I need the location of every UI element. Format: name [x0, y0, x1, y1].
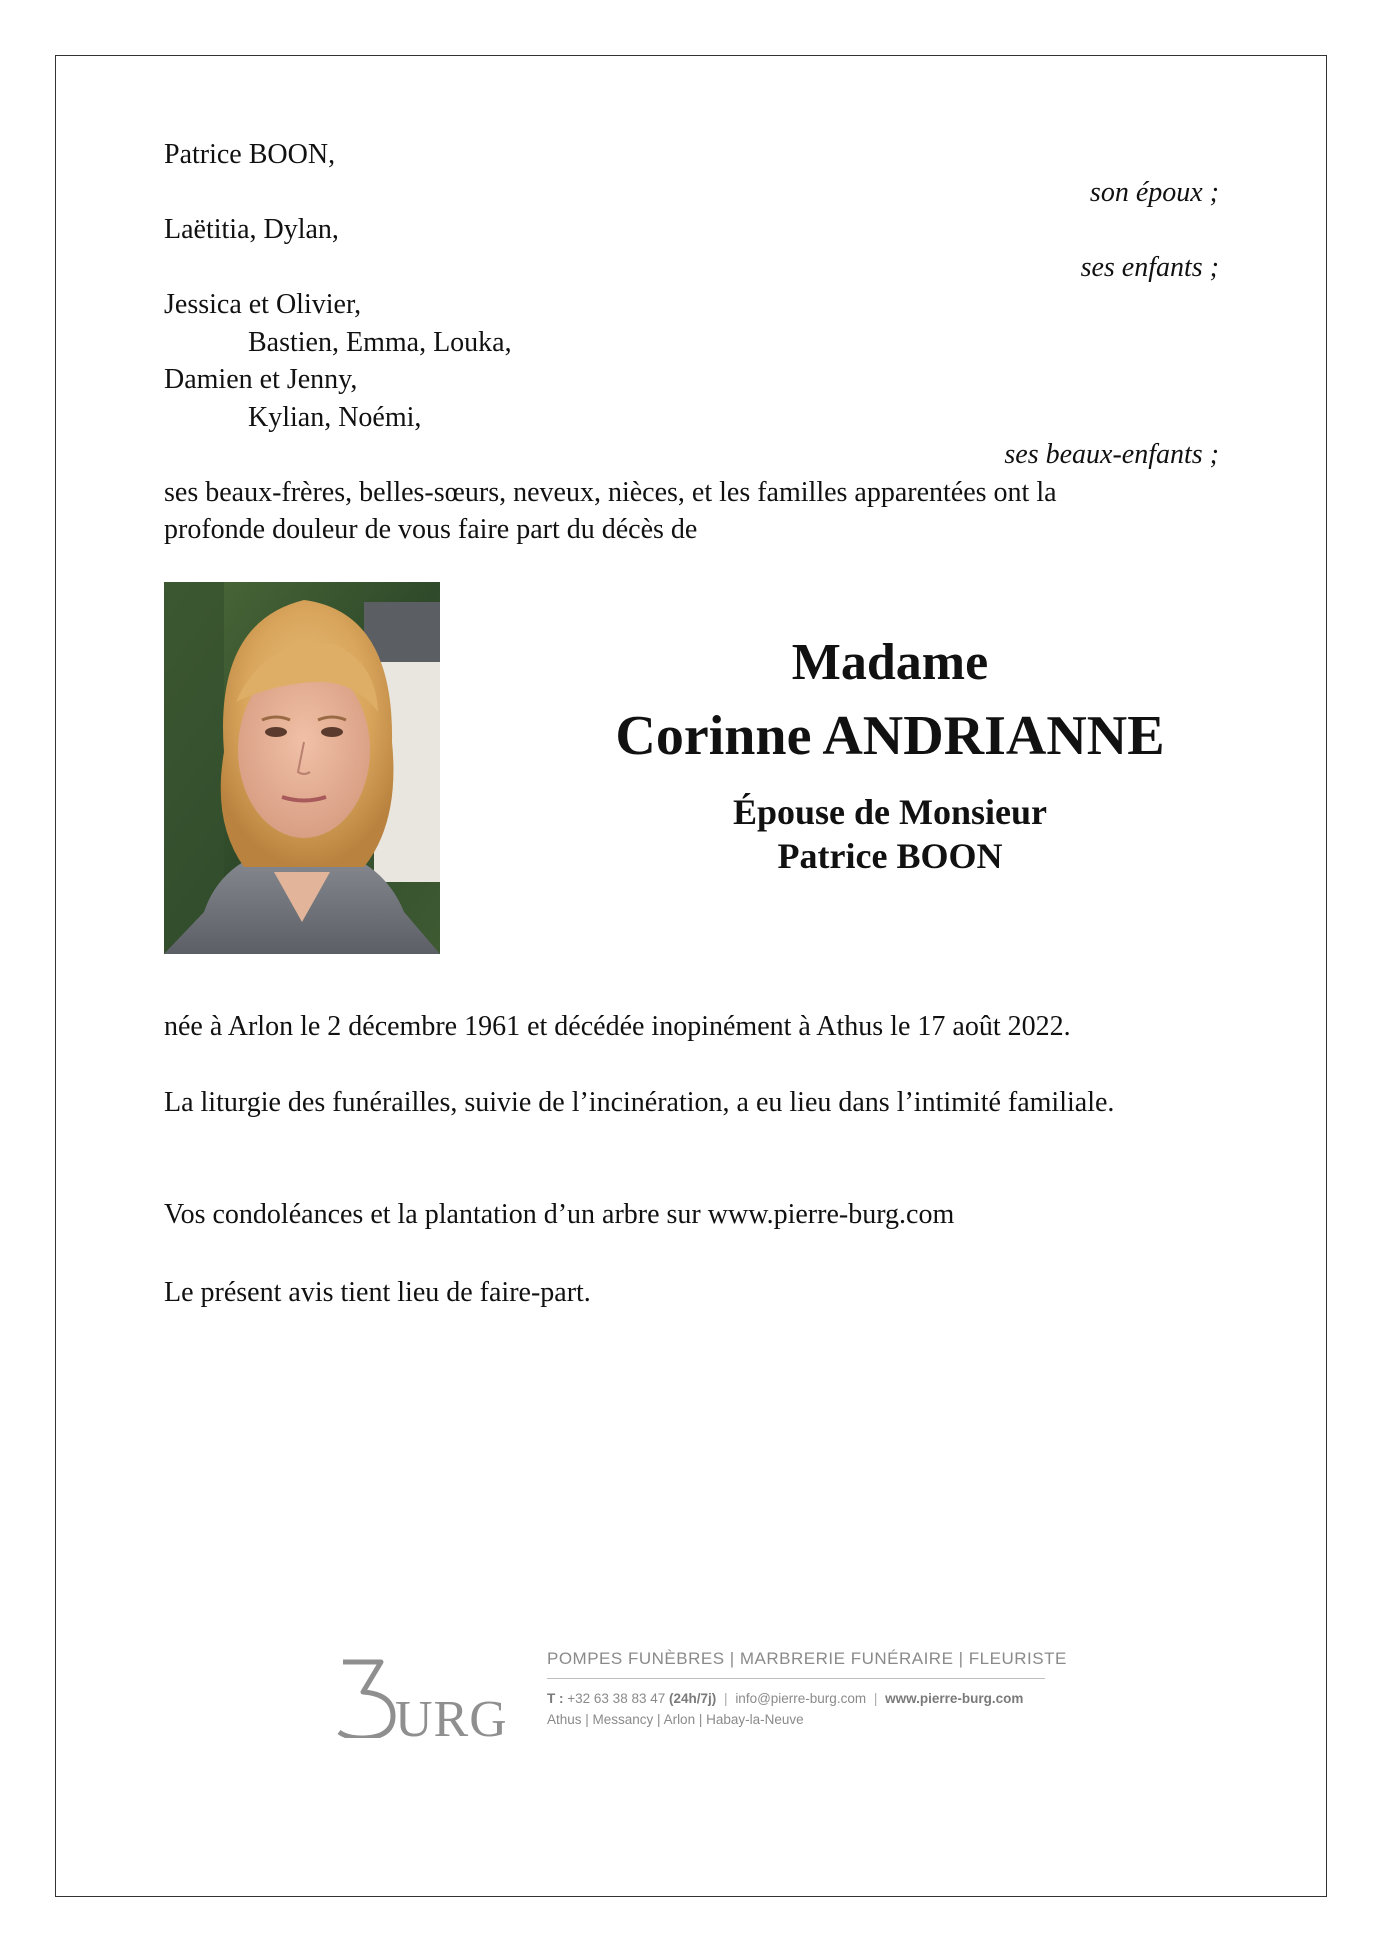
email-link[interactable]: info@pierre-burg.com [735, 1691, 867, 1706]
announcement-line-2: profonde douleur de vous faire part du décès de [164, 514, 698, 545]
footer-info [547, 1646, 1067, 1731]
footer [335, 1646, 1067, 1746]
grandchildren-1: Bastien, Emma, Louka, [248, 326, 512, 358]
announcement-line-1: ses beaux-frères, belles-sœurs, neveux, nièces, et les familles apparentées ont la [164, 476, 1057, 508]
deceased-name: Corinne ANDRIANNE [615, 705, 1165, 767]
children-role: ses enfants ; [1080, 251, 1219, 283]
relation-line-2: Patrice BOON [777, 836, 1003, 876]
notice-text: Le présent avis tient lieu de faire-part. [164, 1277, 591, 1308]
spouse-role: son époux ; [1089, 176, 1219, 208]
deceased-name-block [560, 630, 1220, 878]
liturgy-text: La liturgie des funérailles, suivie de l’incinération, a eu lieu dans l’intimité familiale. [164, 1087, 1115, 1118]
condolences-text: Vos condoléances et la plantation d’un arbre sur www.pierre-burg.com [164, 1199, 955, 1230]
birth-death-text: née à Arlon le 2 décembre 1961 et décédée inopinément à Athus le 17 août 2022. [164, 1011, 1071, 1042]
phone-number: +32 63 38 83 47 [567, 1691, 666, 1706]
grandchildren-2: Kylian, Noémi, [248, 401, 422, 433]
portrait-photo [164, 582, 440, 954]
deceased-title: Madame [791, 634, 989, 691]
contact-line: T : +32 63 38 83 47 (24h/7j) | info@pierre-burg.com | www.pierre-burg.com [547, 1691, 1024, 1706]
spouse-name: Patrice BOON, [164, 139, 336, 170]
stepchildren-role: ses beaux-enfants ; [1004, 439, 1219, 470]
stepchildren-1: Jessica et Olivier, [164, 289, 362, 320]
footer-divider [547, 1678, 1045, 1679]
burg-logo [335, 1658, 505, 1743]
stepchildren-2: Damien et Jenny, [164, 364, 358, 395]
places-line: Athus | Messancy | Arlon | Habay-la-Neuve [547, 1712, 804, 1727]
website-link[interactable]: www.pierre-burg.com [885, 1691, 1024, 1706]
phone-hours: (24h/7j) [669, 1691, 717, 1706]
children-names: Laëtitia, Dylan, [164, 214, 339, 245]
relation-line-1: Épouse de Monsieur [732, 792, 1048, 832]
family-section [164, 136, 1219, 549]
phone-prefix: T : [547, 1691, 564, 1706]
services-line: POMPES FUNÈBRES | MARBRERIE FUNÉRAIRE | FLEURISTE [547, 1649, 1067, 1668]
logo-text: URG [395, 1691, 505, 1738]
